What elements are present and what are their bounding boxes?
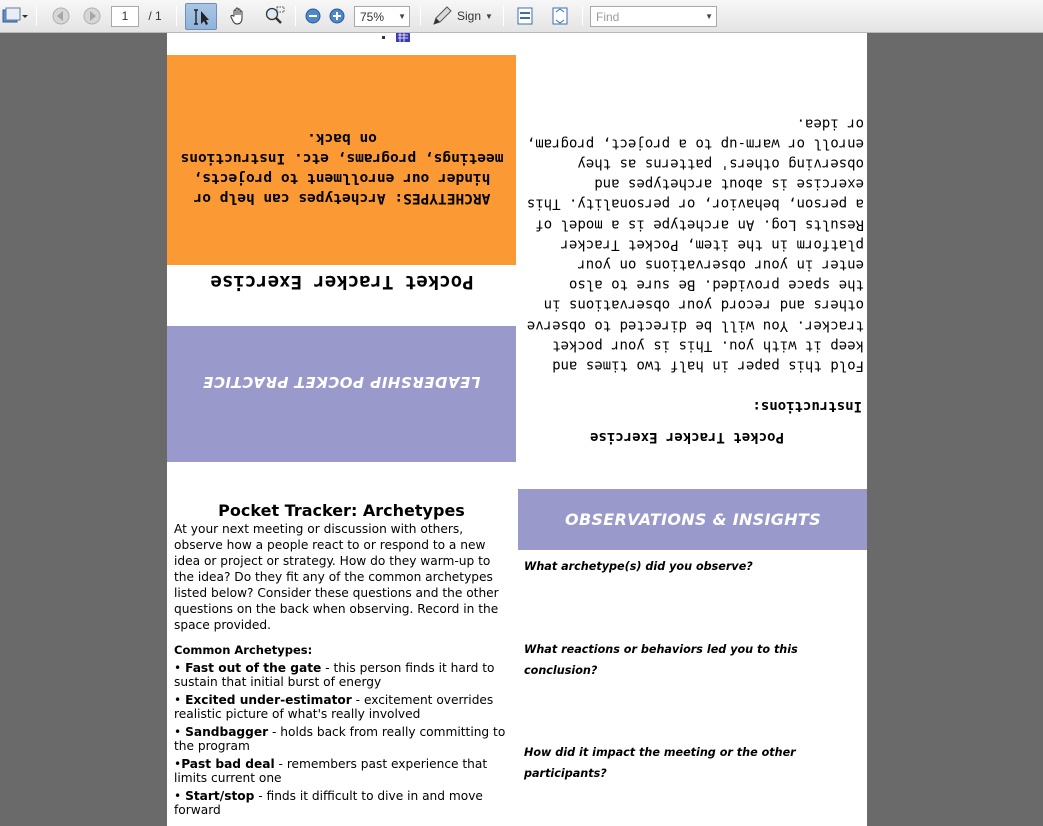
pocket-tracker-title: Pocket Tracker Exercise [210,271,474,293]
open-file-icon[interactable] [0,4,30,28]
find-input[interactable] [590,6,717,27]
observations-title: OBSERVATIONS & INSIGHTS [565,510,821,529]
marquee-zoom-icon[interactable] [260,4,288,28]
archetypes-column [174,503,509,821]
logo-fragment-icon [382,33,412,43]
select-tool-button[interactable] [185,3,217,30]
archetypes-intro: At your next meeting or discussion with others, observe how a people react to or respond to a new idea or project or strategy. How do they warm-up to the idea? Do they fit any of the common archetypes listed below? Consider these questions and the other questions on the back when observing. Record in the space provided. [174,522,499,632]
exercise-heading: Pocket Tracker Exercise [590,429,784,445]
archetypes-blurb: ARCHETYPES: Archetypes can help or hinder our enrollment to projects, meetings, programs, etc. Instructions on back. [180,130,504,206]
sign-label: Sign [457,9,482,23]
pdf-page [167,33,867,826]
fit-page-icon[interactable] [547,4,573,28]
list-item: •Past bad deal - remembers past experience that limits current one [174,757,488,785]
pdf-toolbar [0,0,1043,33]
question-1: What archetype(s) did you observe? [524,560,753,573]
leadership-banner-panel [167,326,516,462]
page-total-label: / 1 [148,9,162,23]
pen-icon [431,6,453,26]
instructions-heading: Instructions: [752,398,862,414]
page-number-input[interactable]: 1 [111,6,139,27]
zoom-value: 75% [360,9,385,24]
instructions-body: Fold this paper in half two times and keep it with you. This is your pocket tracker. You will be directed to observe others and record your observations in the space provided. Be sure to also enter in your observations on your platform in the item, Pocket Tracker Results Log. An archetype is a model of a person, behavior, or personality. This exercise is about archetypes and observing others' patterns as they enroll or warm-up to a project, program, or idea. [526,115,864,374]
next-page-icon[interactable] [79,4,105,28]
list-item: • Fast out of the gate - this person finds it hard to sustain that initial burst of energy [174,661,495,689]
common-archetypes-heading: Common Archetypes: [174,643,313,657]
observations-banner [518,489,867,550]
chevron-down-icon: ▼ [705,12,713,21]
zoom-out-icon[interactable] [302,4,324,28]
find-placeholder: Find [596,9,620,24]
question-2: What reactions or behaviors led you to this conclusion? [524,643,798,677]
zoom-in-icon[interactable] [326,4,348,28]
leadership-banner-text: LEADERSHIP POCKET PRACTICE [202,373,481,391]
question-3: How did it impact the meeting or the other participants? [524,746,796,780]
fit-width-icon[interactable] [512,4,538,28]
list-item: • Sandbagger - holds back from really committing to the program [174,725,506,753]
text-cursor-icon [191,7,211,27]
hand-tool-icon[interactable] [225,4,251,28]
zoom-select[interactable] [354,6,410,27]
chevron-down-icon: ▼ [485,11,493,21]
sign-button[interactable] [428,4,496,28]
list-item: • Start/stop - finds it difficult to dive in and move forward [174,789,483,817]
list-item: • Excited under-estimator - excitement overrides realistic picture of what's really involved [174,693,494,721]
previous-page-icon[interactable] [48,4,74,28]
chevron-down-icon: ▼ [398,12,406,21]
archetypes-title: Pocket Tracker: Archetypes [218,501,465,520]
